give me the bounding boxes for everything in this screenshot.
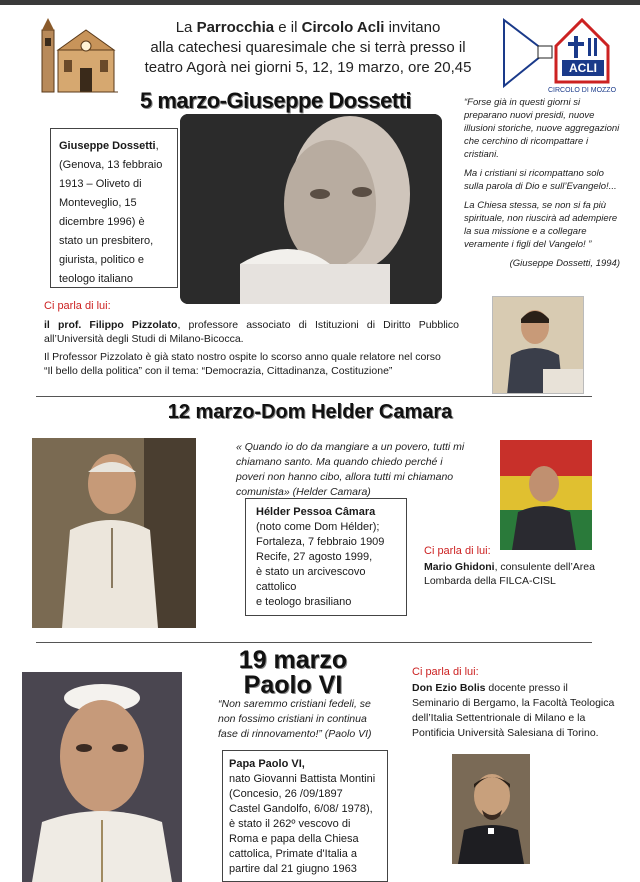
dossetti-bio-text: , (Genova, 13 febbraio 1913 – Oliveto di Monteveglio, 15 dicembre 1996) è stato un presbitero, giurista, politico e teologo italiano	[59, 140, 163, 285]
section-divider-1	[36, 396, 592, 397]
camara-bio-name: Hélder Pessoa Câmara	[256, 506, 376, 518]
acli-logo-text: ACLI	[569, 61, 597, 75]
acli-logo	[496, 16, 616, 96]
dossetti-quote-p1: “Forse già in questi giorni si preparano nuovi presidi, nuove illusioni storiche, nuove aggregazioni che cerchino di ricompattare i cristiani.	[464, 97, 620, 160]
top-border	[0, 0, 640, 5]
dossetti-bio-name: Giuseppe Dossetti	[59, 140, 156, 152]
bolis-photo	[452, 754, 530, 864]
church-logo	[38, 16, 120, 96]
speaker3-name: Don Ezio Bolis	[412, 682, 486, 694]
dossetti-photo	[180, 114, 442, 304]
speaker2-description: Mario Ghidoni, consulente dell’Area Lombarda della FILCA-CISL	[424, 561, 595, 587]
paolo-vi-photo	[22, 672, 182, 882]
section3-heading-date: 19 marzo	[238, 646, 348, 674]
speaker3-label: Ci parla di lui:	[412, 666, 479, 678]
paolo-vi-bio-name: Papa Paolo VI,	[229, 758, 305, 770]
camara-photo	[32, 438, 196, 628]
camara-quote: « Quando io do da mangiare a un povero, tutti mi chiamano santo. Ma quando chiedo perché i poveri non hanno cibo, allora tutti mi chiamano comunista» (Helder Camara)	[236, 441, 465, 498]
section3-heading-name: Paolo VI	[243, 671, 343, 699]
speaker1-label: Ci parla di lui:	[44, 300, 111, 312]
acli-logo-subtext: CIRCOLO DI MOZZO	[547, 87, 616, 94]
pizzolato-photo	[492, 296, 584, 394]
paolo-vi-quote: “Non saremmo cristiani fedeli, se non fossimo cristiani in continua fase di rinnovamento!” (Paolo VI)	[218, 698, 372, 740]
speaker1-name: il prof. Filippo Pizzolato	[44, 319, 178, 331]
dossetti-bio-box	[50, 128, 178, 288]
dossetti-quote	[464, 96, 620, 270]
section2-heading: 12 marzo-Dom Helder Camara	[167, 401, 453, 423]
speaker1-description: il prof. Filippo Pizzolato, professore associato di Istituzioni di Diritto Pubblico all’Università degli Studi di Milano-Bicocca.	[44, 319, 459, 345]
paolo-vi-bio-box: Papa Paolo VI, nato Giovanni Battista Montini (Concesio, 26 /09/1897 Castel Gandolfo, 6/08/ 1978), è stato il 262º vescovo di Roma e papa della Chiesa cattolica, Primate d'Italia a partire dal 21 giugno 1963	[222, 750, 388, 882]
speaker2-label: Ci parla di lui:	[424, 545, 491, 557]
speaker1-note: Il Professor Pizzolato è già stato nostro ospite lo scorso anno quale relatore nel corso “Il bello della politica” con il tema: “Democrazia, Cittadinanza, Costituzione”	[44, 351, 441, 377]
ghidoni-photo	[500, 440, 592, 550]
speaker3-description: Don Ezio Bolis docente presso il Seminario di Bergamo, la Facoltà Teologica dell’Italia Settentrionale di Milano e la Pontificia Università Salesiana di Torino.	[412, 682, 615, 739]
camara-bio-box: Hélder Pessoa Câmara (noto come Dom Hélder); Fortaleza, 7 febbraio 1909 Recife, 27 agosto 1999, è stato un arcivescovo cattolico e teologo brasiliano	[245, 498, 407, 616]
speaker2-name: Mario Ghidoni	[424, 561, 495, 573]
intro-text: La Parrocchia e il Circolo Acli invitano alla catechesi quaresimale che si terrà presso il teatro Agorà nei giorni 5, 12, 19 marzo, ore 20,45	[144, 19, 472, 76]
section1-heading: 5 marzo-Giuseppe Dossetti	[140, 88, 412, 113]
section-divider-2	[36, 642, 592, 643]
dossetti-quote-p3: La Chiesa stessa, se non si fa più spirituale, non riuscirà ad adempiere la sua missione e a collegare veramente i figli del Vangelo! ”	[464, 200, 618, 250]
dossetti-quote-p2: Ma i cristiani si ricompattano solo sulla parola di Dio e sull’Evangelo!...	[464, 168, 617, 192]
dossetti-quote-signature: (Giuseppe Dossetti, 1994)	[509, 258, 620, 269]
